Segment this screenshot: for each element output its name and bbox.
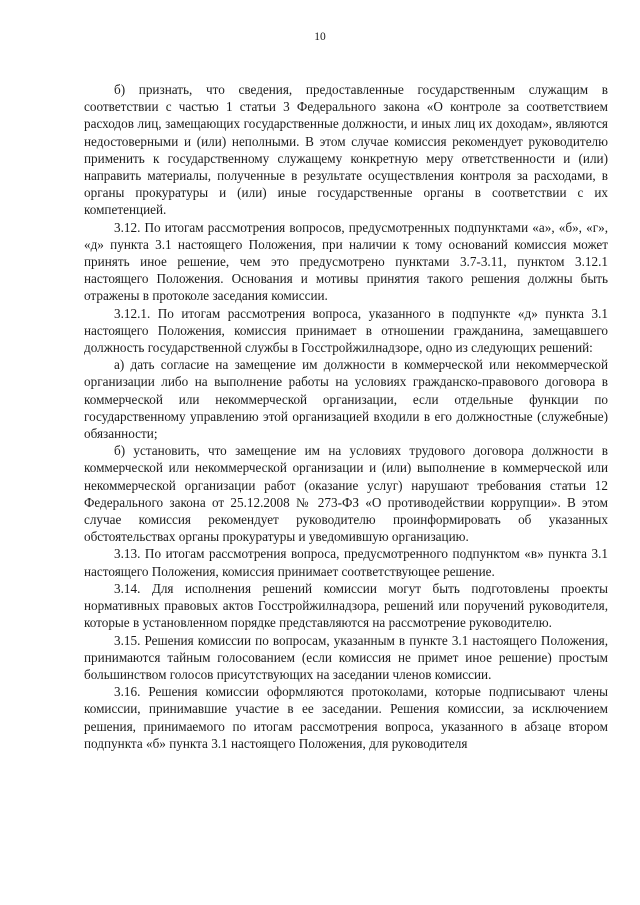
paragraph-3-15: 3.15. Решения комиссии по вопросам, указанным в пункте 3.1 настоящего Положения, принимаются тайным голосованием (если комиссия не примет иное решение) простым большинством голосов присутствующих на заседании членов комиссии. xyxy=(84,632,608,682)
paragraph-3-12: 3.12. По итогам рассмотрения вопросов, предусмотренных подпунктами «а», «б», «г», «д» пункта 3.1 настоящего Положения, при наличии к тому оснований комиссия может принять иное решение, чем это предусмотрено пунктами 3.7-3.11, пунктом 3.12.1 настоящего Положения. Основания и мотивы принятия такого решения должны быть отражены в протоколе заседания комиссии. xyxy=(84,219,608,304)
paragraph-3-16: 3.16. Решения комиссии оформляются протоколами, которые подписывают члены комиссии, принимавшие участие в ее заседании. Решения комиссии, за исключением решения, принимаемого по итогам рассмотрения вопроса, указанного в абзаце втором подпункта «б» пункта 3.1 настоящего Положения, для руководителя xyxy=(84,684,608,751)
paragraph-3-14: 3.14. Для исполнения решений комиссии могут быть подготовлены проекты нормативных правовых актов Госстройжилнадзора, решений или поручений руководителя, которые в установленном порядке представляются на рассмотрение руководителю. xyxy=(84,580,608,631)
paragraph-b-recognize: б) признать, что сведения, предоставленные государственным служащим в соответствии с частью 1 статьи 3 Федерального закона «О контроле за соответствием расходов лиц, замещающих государственные должности, и иных лиц их доходам», являются недостоверными и (или) неполными. В этом случае комиссия рекомендует руководителю применить к государственному служащему конкретную меру ответственности и (или) направить материалы, полученные в результате осуществления контроля за расходами, в органы прокуратуры и (или) иные государственные органы в соответствии с их компетенцией. xyxy=(84,82,608,218)
page-number: 10 xyxy=(314,31,326,43)
paragraph-3-12-1-b: б) установить, что замещение им на условиях трудового договора должности в коммерческой или некоммерческой организации и (или) выполнение в коммерческой или некоммерческой организации работ (оказание услуг) нарушают требования статьи 12 Федерального закона от 25.12.2008 № 273-ФЗ «О противодействии коррупции». В этом случае комиссия рекомендует руководителю проинформировать об указанных обстоятельствах органы прокуратуры и уведомившую организацию. xyxy=(84,443,608,545)
paragraph-3-12-1: 3.12.1. По итогам рассмотрения вопроса, указанного в подпункте «д» пункта 3.1 настоящего Положения, комиссия принимает в отношении гражданина, замещавшего должность государственной службы в Госстройжилнадзоре, одно из следующих решений: xyxy=(84,305,608,356)
paragraph-3-13: 3.13. По итогам рассмотрения вопроса, предусмотренного подпунктом «в» пункта 3.1 настоящего Положения, комиссия принимает соответствующее решение. xyxy=(84,546,608,579)
paragraph-3-12-1-a: а) дать согласие на замещение им должности в коммерческой или некоммерческой организации либо на выполнение работы на условиях гражданско-правового договора в коммерческой или некоммерческой организации, если отдельные функции по государственному управлению этой организацией входили в его должностные (служебные) обязанности; xyxy=(84,357,608,442)
document-body xyxy=(84,81,608,752)
